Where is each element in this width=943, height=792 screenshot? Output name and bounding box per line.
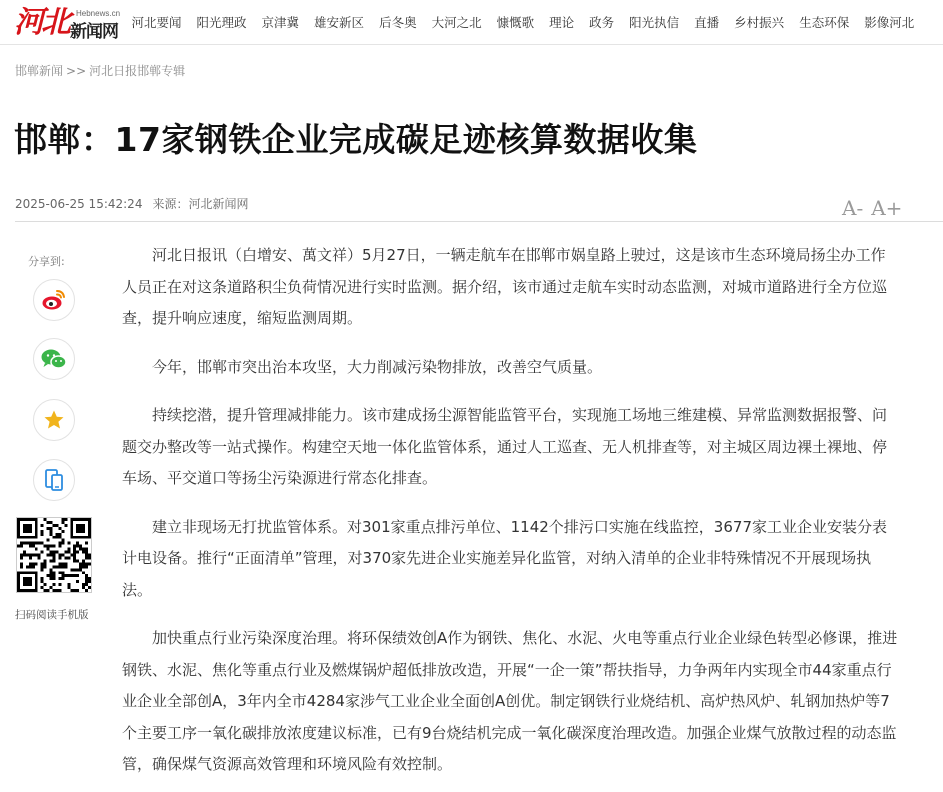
font-size-controls [842, 196, 910, 220]
source-label: 来源： [152, 197, 189, 211]
share-weibo-button[interactable] [33, 279, 75, 321]
source-name: 河北新闻网 [188, 197, 249, 211]
nav-item-jingjinji[interactable]: 京津冀 [261, 15, 300, 30]
nav-menu [124, 0, 922, 44]
publish-time: 2025-06-25 15:42:24 [15, 197, 143, 211]
nav-item-sunshine-politics[interactable]: 阳光理政 [196, 15, 247, 30]
qr-caption: 扫码阅读手机版 [15, 609, 89, 621]
nav-item-images[interactable]: 影像河北 [864, 15, 915, 30]
article-paragraph: 持续挖潜，提升管理减排能力。该市建成扬尘源智能监管平台，实现施工场地三维建模、异常监测数据报警、问题交办整改等一站式操作。构建空天地一体化监管体系，通过人工巡查、无人机排查等，对主城区周边裸土裸地、停车场、平交道口等扬尘污染源进行常态化排查。 [122, 406, 888, 487]
share-mobile-button[interactable] [33, 459, 75, 501]
breadcrumb [15, 62, 185, 79]
site-logo[interactable] [14, 4, 124, 42]
font-decrease-button[interactable]: A- [842, 196, 864, 220]
breadcrumb-handan-news[interactable]: 邯郸新闻 [15, 64, 64, 78]
article-meta [15, 195, 248, 212]
favorite-button[interactable] [33, 399, 75, 441]
wechat-icon [40, 347, 68, 371]
share-wechat-button[interactable] [33, 338, 75, 380]
article-paragraph: 建立非现场无打扰监管体系。对301家重点排污单位、1142个排污口实施在线监控，3677家工业企业安装分表计电设备。推行“正面清单”管理，对370家先进企业实施差异化监管，对纳入清单的企业非特殊情况不开展现场执法。 [122, 517, 887, 599]
nav-item-sunshine-enforcement[interactable]: 阳光执信 [629, 15, 680, 30]
qr-code [16, 517, 92, 593]
meta-divider [15, 221, 943, 222]
nav-item-live[interactable]: 直播 [694, 15, 720, 30]
breadcrumb-handan-special[interactable]: 河北日报邯郸专辑 [89, 64, 186, 78]
article-paragraph: 河北日报讯（白增安、萬文祥）5月27日，一辆走航车在邯郸市娲皇路上驶过，这是该市生态环境局扬尘办工作人员正在对这条道路积尘负荷情况进行实时监测。据介绍，该市通过走航车实时动态监测，对城市道路进行全方位巡查，提升响应速度，缩短监测周期。 [122, 246, 888, 327]
nav-item-government[interactable]: 政务 [589, 15, 615, 30]
logo-domain: Hebnews.cn [76, 9, 121, 18]
logo-name: 新闻网 [70, 22, 118, 42]
top-nav [0, 0, 943, 45]
article-paragraph: 加快重点行业污染深度治理。将环保绩效创A作为钢铁、焦化、水泥、火电等重点行业企业绿色转型必修课，推进钢铁、水泥、焦化等重点行业及燃煤锅炉超低排放改造，开展“一企一策”帮扶指导，力争两年内实现全市44家重点行业企业全部创A，3年内全市4284家涉气工业企业全面创A创优。制定钢铁行业烧结机、高炉热风炉、轧钢加热炉等7个主要工序一氧化碳排放浓度建议标准，已有9台烧结机完成一氧化碳深度治理改造。加强企业煤气放散过程的动态监管，确保煤气资源高效管理和环境风险有效控制。 [122, 629, 898, 773]
nav-item-theory[interactable]: 理论 [549, 15, 575, 30]
star-icon [43, 409, 65, 431]
font-increase-button[interactable]: A+ [871, 196, 903, 220]
logo-mark: 河北 [14, 5, 68, 40]
nav-item-hebei-news[interactable]: 河北要闻 [131, 15, 182, 30]
nav-item-rural[interactable]: 乡村振兴 [734, 15, 785, 30]
breadcrumb-separator: >> [66, 64, 87, 78]
nav-item-post-olympics[interactable]: 后冬奥 [379, 15, 417, 30]
weibo-icon [41, 288, 67, 312]
nav-item-kangkaige[interactable]: 慷慨歌 [496, 15, 535, 30]
nav-item-ecology[interactable]: 生态环保 [799, 15, 850, 30]
mobile-icon [43, 468, 65, 492]
nav-item-xiongan[interactable]: 雄安新区 [314, 15, 365, 30]
article-title: 邯郸：17家钢铁企业完成碳足迹核算数据收集 [14, 120, 698, 159]
article-body [122, 240, 898, 792]
nav-item-dahe[interactable]: 大河之北 [431, 15, 482, 30]
article-paragraph: 今年，邯郸市突出治本攻坚，大力削减污染物排放，改善空气质量。 [152, 357, 603, 376]
share-label: 分享到: [28, 255, 65, 268]
